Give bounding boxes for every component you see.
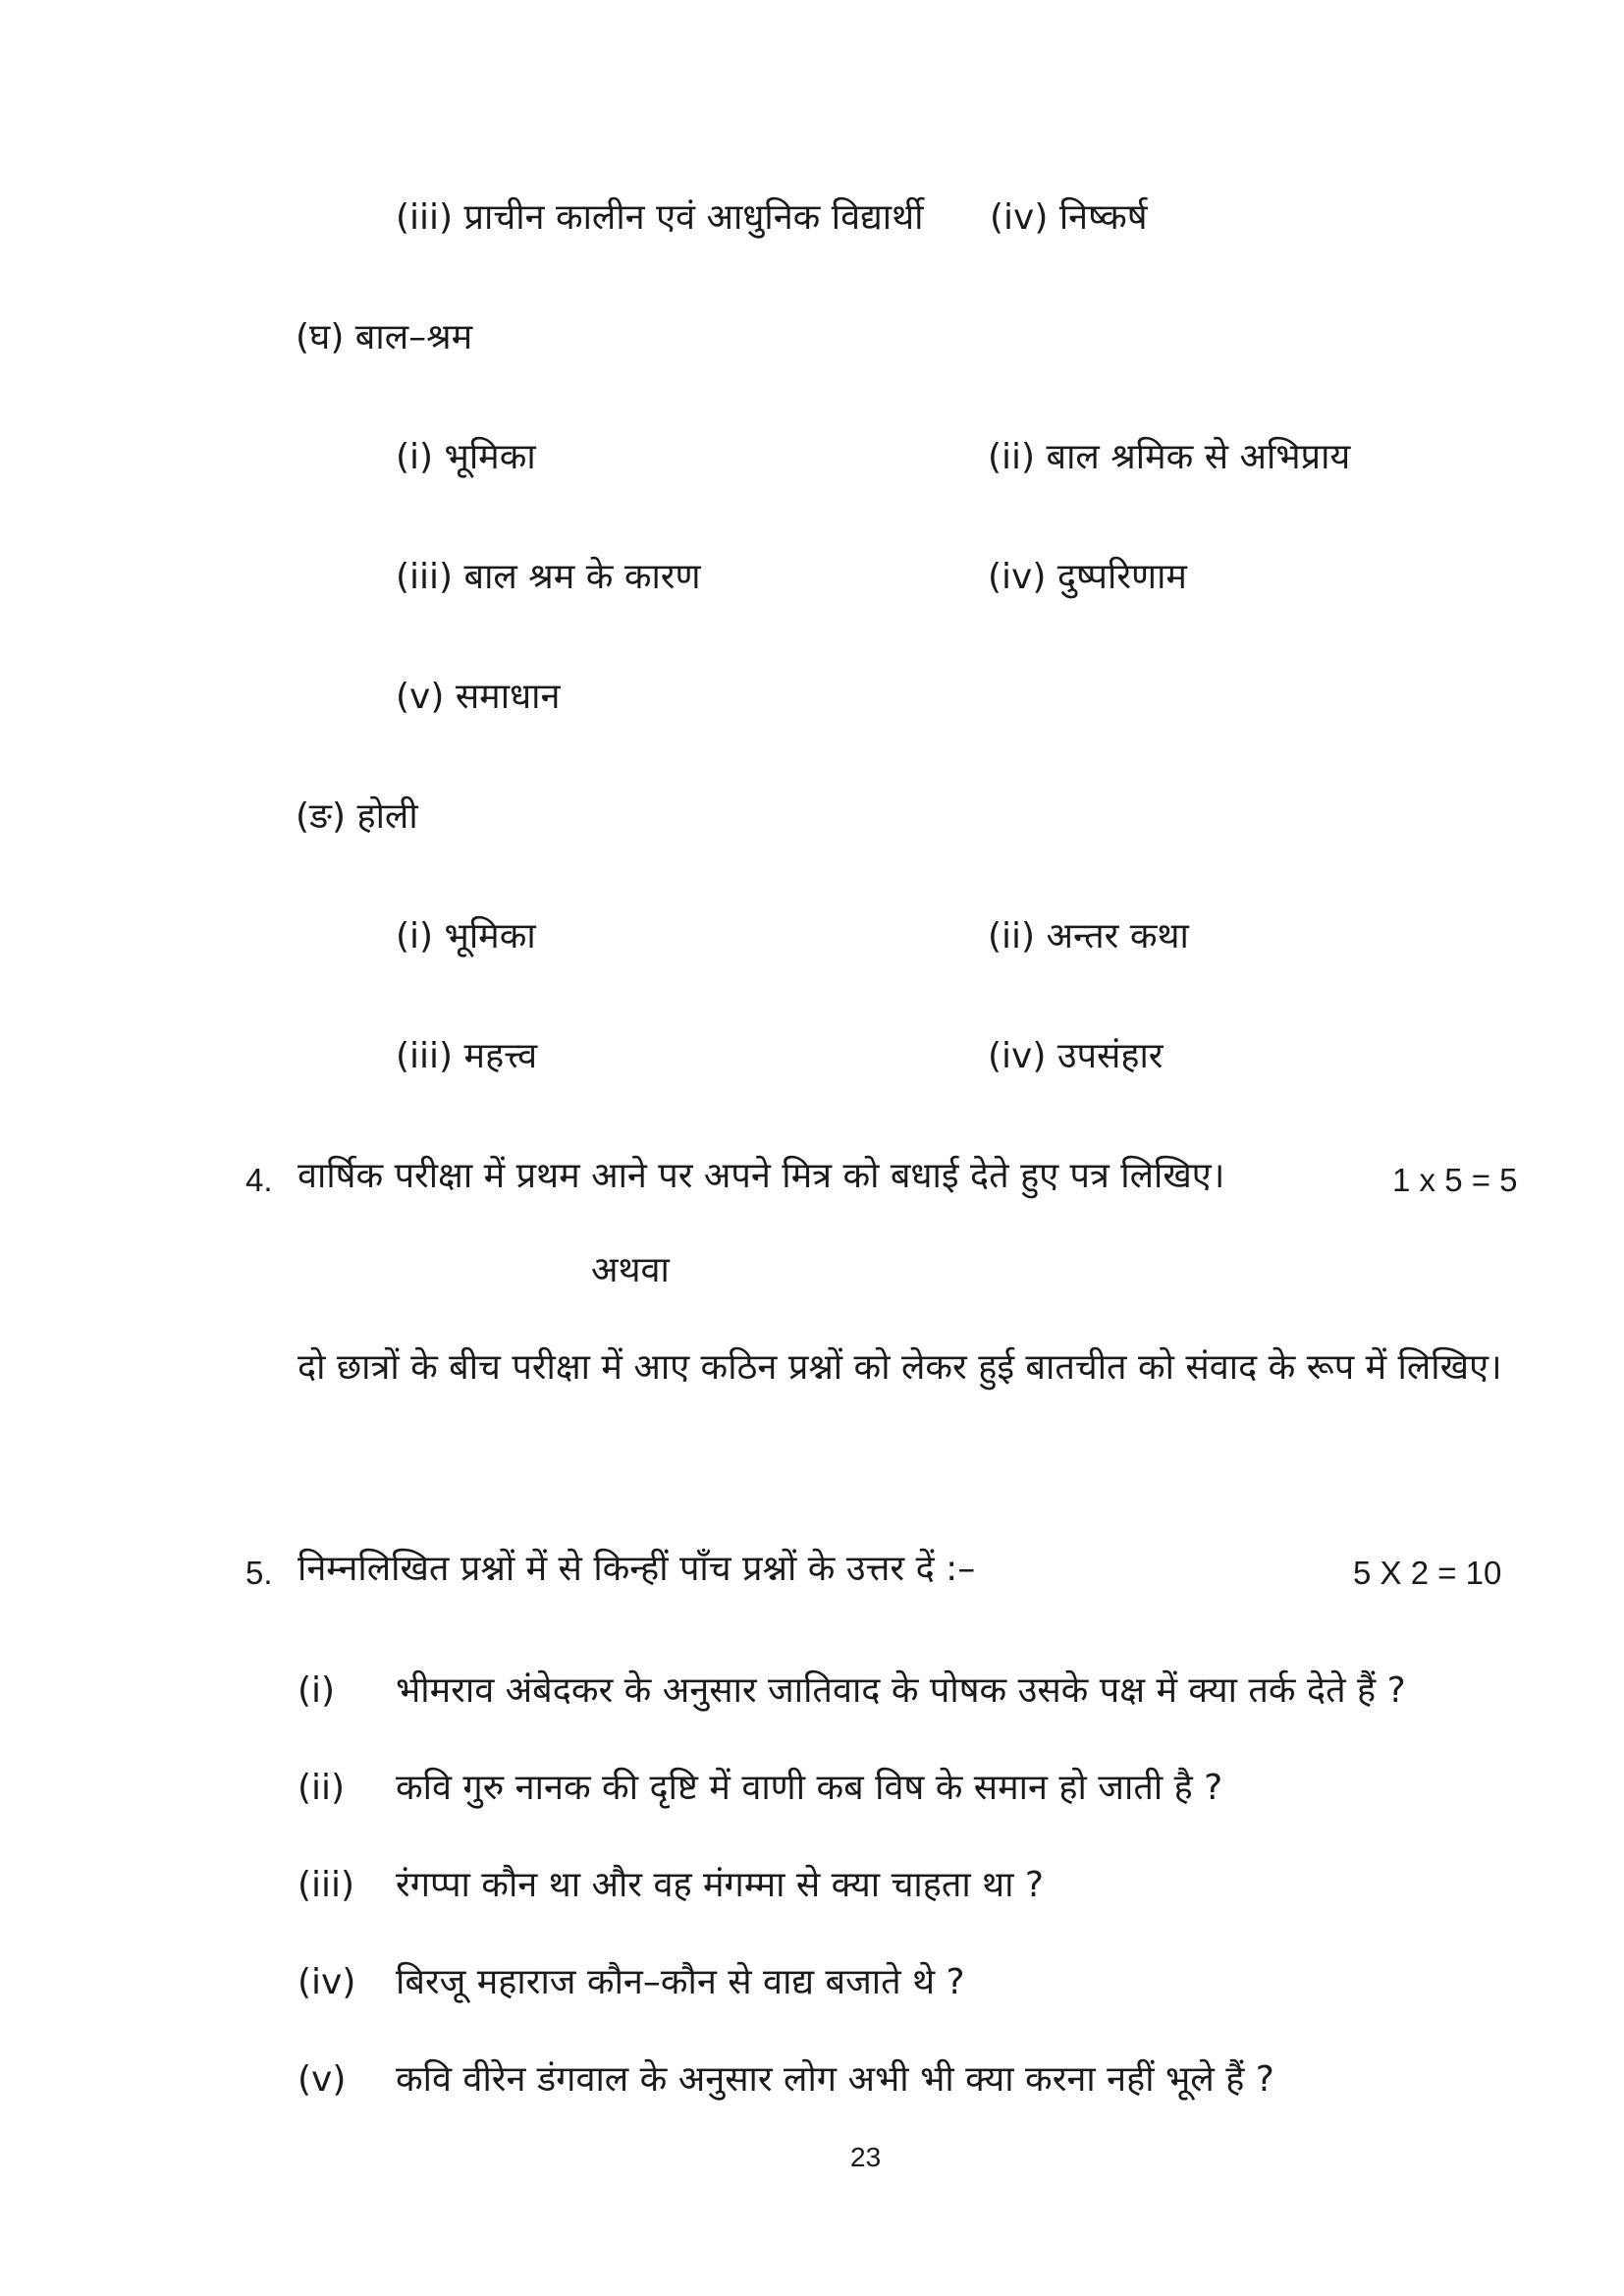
question-marks: 5 X 2 = 10	[1353, 1555, 1502, 1591]
essay-point: (ii) बाल श्रमिक से अभिप्राय	[988, 437, 1351, 477]
essay-point: (iv) उपसंहार	[988, 1036, 1164, 1076]
essay-point: (ii) अन्तर कथा	[988, 916, 1189, 957]
question-alt-text: दो छात्रों के बीच परीक्षा में आए कठिन प्रश्नों को लेकर हुई बातचीत को संवाद के रूप में लिखिए।	[298, 1347, 1502, 1388]
sub-question-text: भीमराव अंबेदकर के अनुसार जातिवाद के पोषक उसके पक्ष में क्या तर्क देते हैं ?	[396, 1670, 1406, 1711]
question-marks: 1 x 5 = 5	[1392, 1162, 1518, 1198]
essay-point: (iv) निष्कर्ष	[990, 197, 1148, 238]
essay-point: (i) भूमिका	[396, 916, 536, 957]
essay-point: (v) समाधान	[396, 677, 561, 717]
essay-point: (i) भूमिका	[396, 437, 536, 477]
sub-question-label: (iii)	[298, 1865, 355, 1905]
essay-point: (iii) प्राचीन कालीन एवं आधुनिक विद्यार्थी	[396, 197, 924, 238]
essay-point: (iv) दुष्परिणाम	[988, 557, 1187, 597]
sub-question-text: कवि वीरेन डंगवाल के अनुसार लोग अभी भी क्या करना नहीं भूले हैं ?	[396, 2059, 1274, 2100]
essay-heading-gha: (घ) बाल–श्रम	[296, 317, 473, 357]
sub-question-label: (ii)	[298, 1768, 346, 1808]
page-number: 23	[850, 2142, 882, 2172]
or-separator: अथवा	[591, 1250, 670, 1290]
sub-question-text: रंगप्पा कौन था और वह मंगम्मा से क्या चाहता था ?	[396, 1865, 1045, 1905]
sub-question-text: बिरजू महाराज कौन–कौन से वाद्य बजाते थे ?	[396, 1962, 965, 2002]
question-text: निम्नलिखित प्रश्नों में से किन्हीं पाँच प्रश्नों के उत्तर दें :–	[298, 1549, 976, 1589]
question-number: 4.	[245, 1162, 273, 1198]
sub-question-text: कवि गुरु नानक की दृष्टि में वाणी कब विष के समान हो जाती है ?	[396, 1768, 1223, 1808]
essay-heading-nga: (ङ) होली	[296, 796, 418, 837]
sub-question-label: (iv)	[298, 1962, 356, 2002]
sub-question-label: (i)	[298, 1670, 336, 1711]
essay-point: (iii) बाल श्रम के कारण	[396, 557, 701, 597]
question-text: वार्षिक परीक्षा में प्रथम आने पर अपने मित्र को बधाई देते हुए पत्र लिखिए।	[298, 1156, 1225, 1196]
essay-point: (iii) महत्त्व	[396, 1036, 538, 1076]
question-number: 5.	[245, 1555, 273, 1591]
sub-question-label: (v)	[298, 2059, 347, 2100]
